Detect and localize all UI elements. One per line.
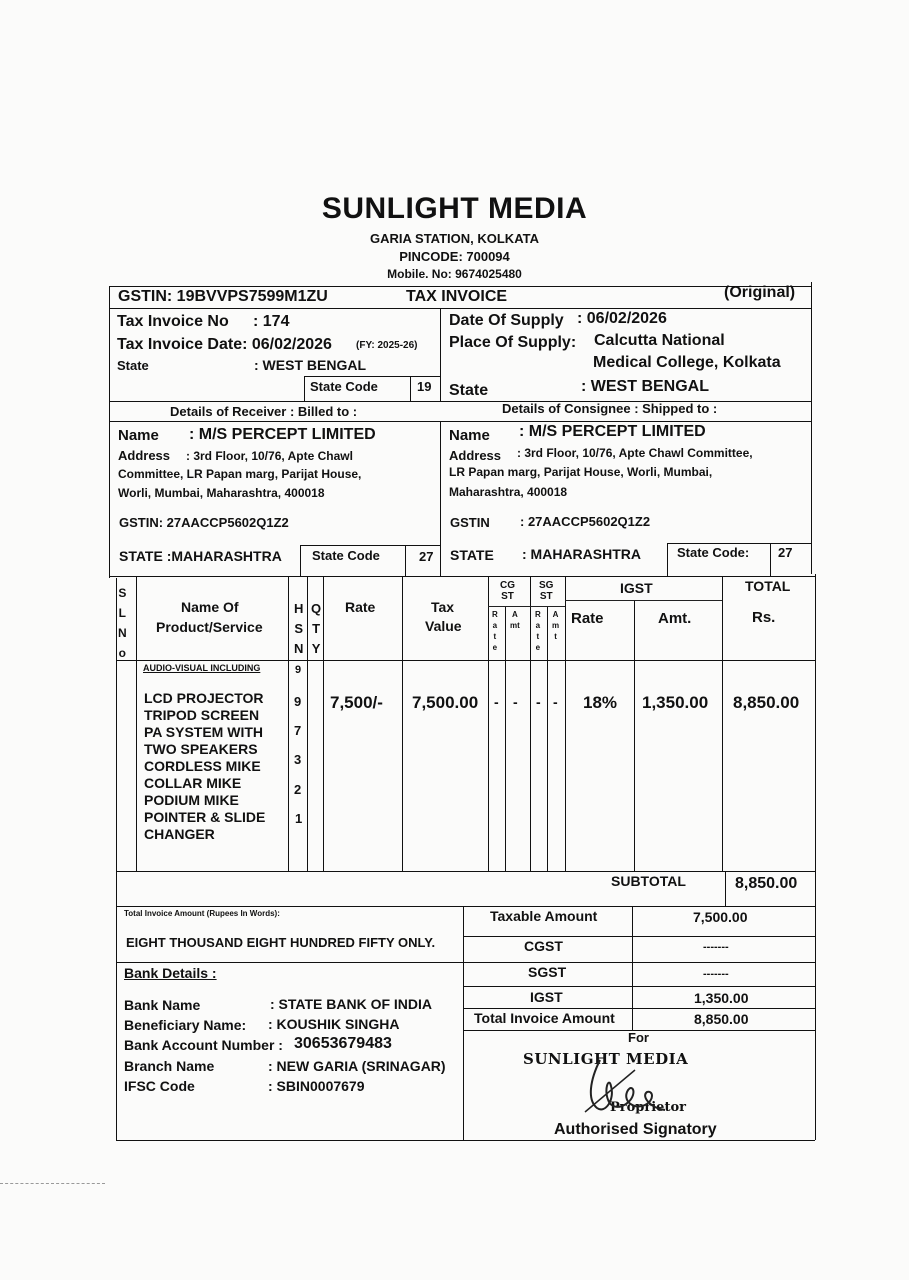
list-item: POINTER & SLIDE: [144, 809, 266, 825]
invoice-no-label: Tax Invoice No: [117, 313, 229, 330]
consignee-state-value: : MAHARASHTRA: [522, 546, 641, 562]
ifsc-value: : SBIN0007679: [268, 1078, 365, 1094]
header-rate: Rate: [345, 599, 376, 615]
item-sgst-rate: -: [536, 694, 541, 710]
item-qty: 9: [294, 694, 302, 709]
seller-state-code-label: State Code: [310, 379, 378, 394]
item-tax-value: 7,500.00: [412, 693, 479, 712]
account-value: 30653679483: [294, 1035, 392, 1052]
consignee-name-label: Name: [449, 427, 490, 444]
company-stamp: SUNLIGHT MEDIA: [523, 1050, 689, 1068]
scan-mark: [0, 1183, 105, 1184]
igst-label: IGST: [530, 989, 563, 1005]
amount-words-value: EIGHT THOUSAND EIGHT HUNDRED FIFTY ONLY.: [126, 935, 436, 950]
receiver-address-line3: Worli, Mumbai, Maharashtra, 400018: [118, 486, 325, 500]
branch-label: Branch Name: [124, 1058, 215, 1074]
item-total: 8,850.00: [733, 693, 800, 712]
item-qty: 7: [294, 723, 302, 738]
igst-value: 1,350.00: [694, 990, 749, 1006]
receiver-state: STATE :MAHARASHTRA: [119, 548, 282, 564]
header-sgst-amt: A m t: [552, 610, 560, 641]
item-list: [144, 690, 265, 843]
header-igst: IGST: [620, 580, 653, 596]
place-of-supply-line2: Medical College, Kolkata: [593, 354, 781, 371]
item-qty: 2: [294, 782, 302, 797]
ifsc-label: IFSC Code: [124, 1078, 195, 1094]
place-of-supply-label: Place Of Supply:: [449, 334, 577, 351]
beneficiary-value: : KOUSHIK SINGHA: [268, 1016, 400, 1032]
seller-gstin: GSTIN: 19BVVPS7599M1ZU: [118, 288, 328, 305]
list-item: COLLAR MIKE: [144, 775, 242, 791]
branch-value: : NEW GARIA (SRINAGAR): [268, 1058, 446, 1074]
header-slno: S L N o: [118, 586, 127, 660]
consignee-state-label: STATE: [450, 547, 494, 563]
consignee-heading: Details of Consignee : Shipped to :: [502, 401, 718, 416]
category-qty: 9: [295, 664, 302, 676]
receiver-state-code-value: 27: [419, 549, 434, 564]
header-sgst: SG ST: [539, 580, 554, 602]
subtotal-label: SUBTOTAL: [611, 873, 686, 889]
company-name: SUNLIGHT MEDIA: [321, 192, 588, 225]
receiver-gstin: GSTIN: 27AACCP5602Q1Z2: [119, 515, 289, 530]
taxable-amount-label: Taxable Amount: [490, 908, 598, 924]
header-total-rs: Rs.: [752, 609, 776, 626]
header-tax-line1: Tax: [431, 599, 455, 615]
authorised-signatory: Authorised Signatory: [554, 1121, 717, 1138]
supply-state-label: State: [449, 382, 489, 399]
list-item: PA SYSTEM WITH: [144, 724, 263, 740]
receiver-address-label: Address: [118, 448, 171, 463]
place-of-supply-line1: Calcutta National: [594, 332, 725, 349]
item-igst-rate: 18%: [583, 693, 618, 712]
consignee-gstin-value: : 27AACCP5602Q1Z2: [520, 514, 651, 529]
header-total: TOTAL: [745, 578, 791, 594]
supply-state-value: : WEST BENGAL: [581, 378, 709, 395]
list-item: CORDLESS MIKE: [144, 758, 261, 774]
header-product-line1: Name Of: [181, 599, 239, 615]
beneficiary-label: Beneficiary Name:: [124, 1017, 247, 1033]
list-item: TWO SPEAKERS: [144, 741, 258, 757]
bank-heading: Bank Details :: [124, 965, 217, 981]
receiver-name-label: Name: [118, 427, 159, 444]
taxable-amount-value: 7,500.00: [693, 909, 748, 925]
seller-state-code-value: 19: [417, 379, 432, 394]
header-qty: Q T Y: [311, 601, 322, 656]
consignee-gstin-label: GSTIN: [450, 515, 490, 530]
receiver-address-line1: : 3rd Floor, 10/76, Apte Chawl: [186, 449, 353, 463]
header-cgst: CG ST: [500, 580, 515, 602]
receiver-state-code-label: State Code: [312, 548, 380, 563]
header-cgst-rate: R a t e: [492, 610, 498, 652]
supply-date-label: Date Of Supply: [449, 312, 564, 329]
item-cgst-rate: -: [494, 694, 499, 710]
list-item: LCD PROJECTOR: [144, 690, 264, 706]
document-type: TAX INVOICE: [406, 288, 508, 305]
signature-for: For: [628, 1030, 649, 1045]
item-category: AUDIO-VISUAL INCLUDING: [143, 663, 261, 673]
company-address: GARIA STATION, KOLKATA: [370, 231, 539, 246]
consignee-address-line1: : 3rd Floor, 10/76, Apte Chawl Committee,: [517, 446, 753, 460]
invoice-date: Tax Invoice Date: 06/02/2026: [117, 336, 332, 353]
item-cgst-amt: -: [513, 694, 518, 710]
consignee-address-label: Address: [449, 448, 502, 463]
receiver-name-value: : M/S PERCEPT LIMITED: [189, 426, 376, 443]
cgst-value: -------: [703, 941, 729, 953]
header-igst-amt: Amt.: [658, 610, 692, 627]
item-igst-amt: 1,350.00: [642, 693, 709, 712]
header-hsn: H S N: [294, 601, 304, 656]
item-sgst-amt: -: [553, 694, 558, 710]
consignee-state-code-label: State Code:: [677, 545, 750, 560]
item-qty: 3: [294, 752, 302, 767]
invoice-no-value: : 174: [253, 313, 290, 330]
seller-state-value: : WEST BENGAL: [254, 357, 366, 373]
receiver-heading: Details of Receiver : Billed to :: [170, 404, 358, 419]
consignee-address-line3: Maharashtra, 400018: [449, 485, 568, 499]
header-tax-line2: Value: [425, 618, 462, 634]
list-item: CHANGER: [144, 826, 215, 842]
total-invoice-value: 8,850.00: [694, 1011, 749, 1027]
financial-year: (FY: 2025-26): [356, 340, 418, 351]
header-sgst-rate: R a t e: [535, 610, 541, 652]
supply-date-value: : 06/02/2026: [577, 310, 667, 327]
header-product-line2: Product/Service: [156, 619, 263, 635]
total-invoice-label: Total Invoice Amount: [474, 1010, 615, 1026]
company-pincode: PINCODE: 700094: [399, 249, 510, 264]
list-item: PODIUM MIKE: [144, 792, 239, 808]
bank-name-label: Bank Name: [124, 997, 201, 1013]
consignee-name-value: : M/S PERCEPT LIMITED: [519, 423, 706, 440]
sgst-label: SGST: [528, 964, 567, 980]
handwritten-signature-icon: [575, 1050, 685, 1120]
consignee-state-code-value: 27: [778, 545, 793, 560]
consignee-address-line2: LR Papan marg, Parijat House, Worli, Mumbai,: [449, 465, 713, 479]
item-qty: 1: [295, 811, 303, 826]
item-rate: 7,500/-: [330, 693, 383, 712]
stamp-role: Proprietor: [610, 1100, 686, 1115]
header-igst-rate: Rate: [571, 610, 604, 627]
amount-words-label: Total Invoice Amount (Rupees In Words):: [124, 909, 280, 918]
seller-state-label: State: [117, 358, 149, 373]
sgst-value: -------: [703, 968, 729, 980]
header-cgst-amt: A mt: [510, 610, 520, 630]
bank-name-value: : STATE BANK OF INDIA: [270, 996, 433, 1012]
list-item: TRIPOD SCREEN: [144, 707, 260, 723]
copy-type: (Original): [724, 284, 796, 301]
account-label: Bank Account Number :: [124, 1037, 283, 1053]
receiver-address-line2: Committee, LR Papan marg, Parijat House,: [118, 467, 362, 481]
cgst-label: CGST: [524, 938, 563, 954]
subtotal-value: 8,850.00: [735, 875, 798, 892]
company-mobile: Mobile. No: 9674025480: [387, 267, 522, 281]
